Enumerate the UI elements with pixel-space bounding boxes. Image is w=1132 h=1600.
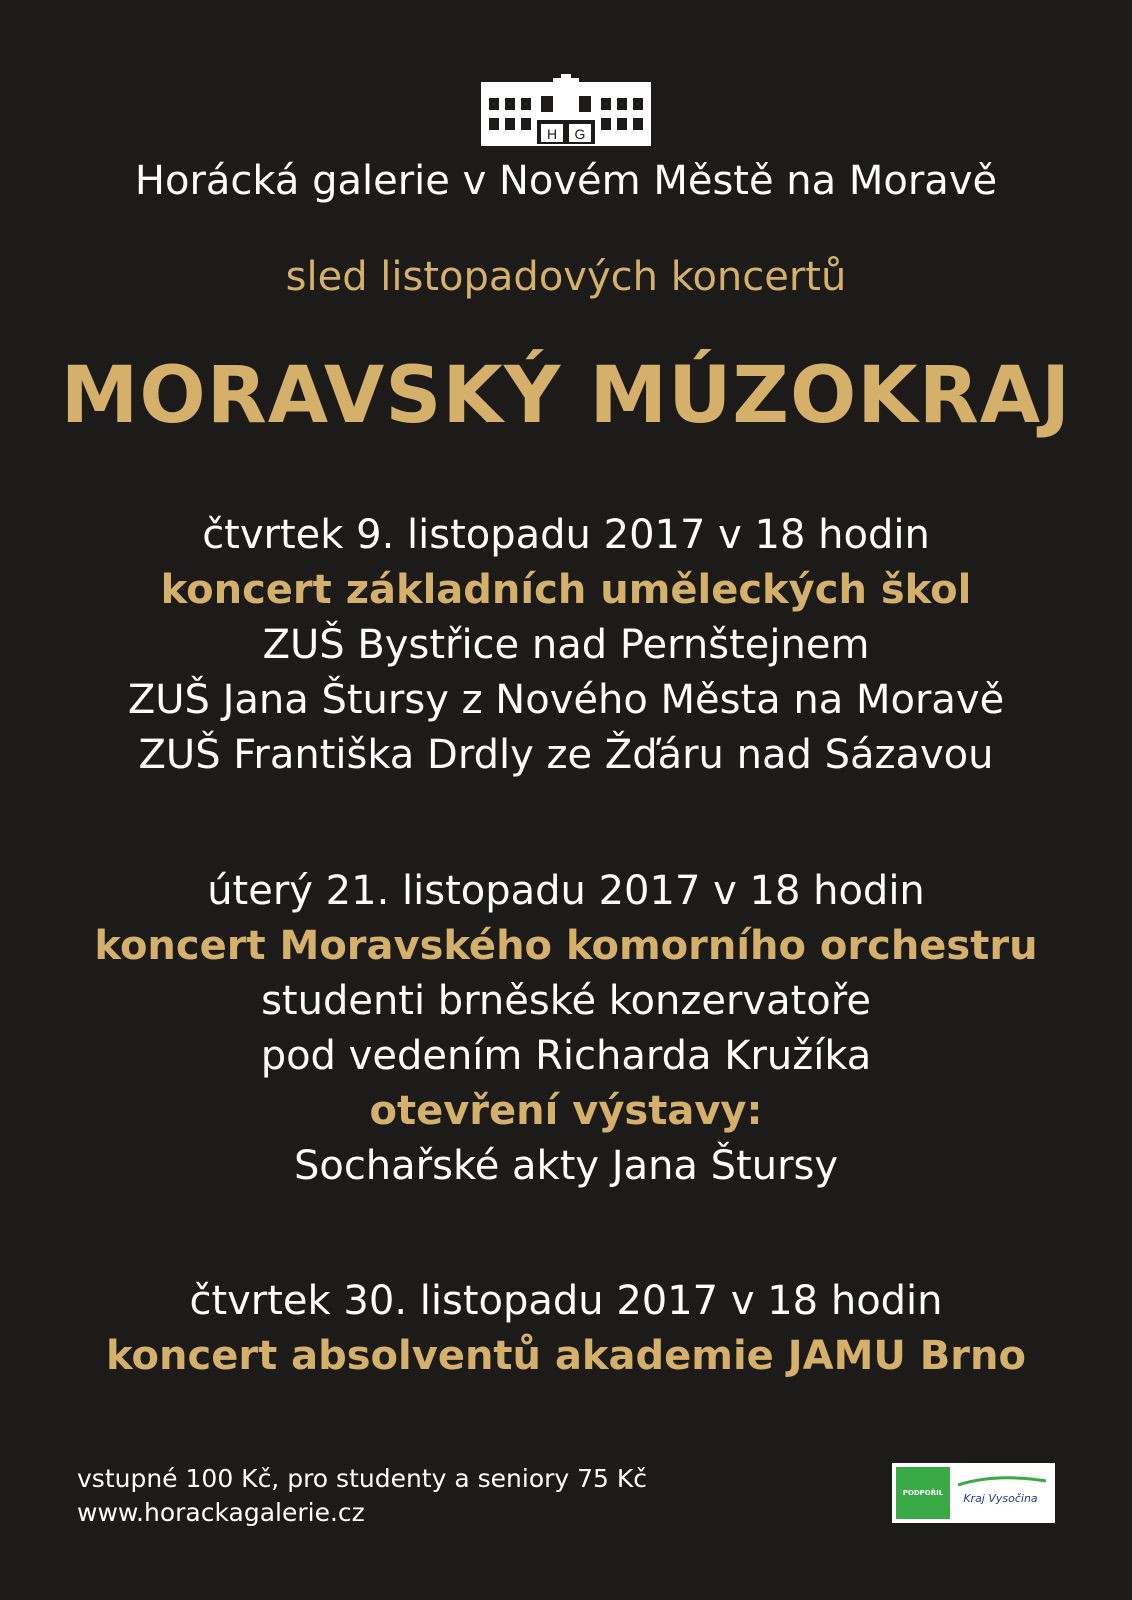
swoosh-icon	[956, 1475, 1048, 1487]
logo-initial-g: G	[574, 126, 586, 142]
gallery-logo	[481, 74, 651, 146]
page-title: MORAVSKÝ MÚZOKRAJ	[60, 351, 1072, 441]
website-link[interactable]: www.horackagalerie.cz	[77, 1498, 365, 1527]
event-2-detail-2: pod vedením Richarda Kružíka	[260, 1033, 872, 1079]
event-1-name: koncert základních uměleckých škol	[160, 567, 972, 613]
event-1-date: čtvrtek 9. listopadu 2017 v 18 hodin	[202, 512, 930, 558]
event-2-extra-value: Sochařské akty Jana Štursy	[293, 1143, 839, 1189]
sponsor-badge	[892, 1463, 1055, 1523]
price-info: vstupné 100 Kč, pro studenty a seniory 75 Kč	[77, 1464, 648, 1493]
event-2-name: koncert Moravského komorního orchestru	[94, 923, 1038, 969]
event-1-detail-2: ZUŠ Jana Štursy z Nového Města na Moravě	[127, 677, 1005, 723]
event-3-date: čtvrtek 30. listopadu 2017 v 18 hodin	[189, 1278, 943, 1324]
event-2-detail-1: studenti brněské konzervatoře	[261, 978, 871, 1024]
event-1-detail-3: ZUŠ Františka Drdly ze Žďáru nad Sázavou	[138, 732, 994, 778]
event-1-detail-1: ZUŠ Bystřice nad Pernštejnem	[262, 622, 870, 668]
sponsor-name: Kraj Vysočina	[963, 1491, 1038, 1505]
logo-initial-h: H	[546, 126, 558, 142]
event-2-extra-label: otevření výstavy:	[369, 1088, 763, 1134]
event-3-name: koncert absolventů akademie JAMU Brno	[106, 1333, 1026, 1379]
sponsor-name-box	[950, 1467, 1051, 1519]
subtitle: sled listopadových koncertů	[285, 254, 847, 300]
gallery-name: Horácká galerie v Novém Městě na Moravě	[134, 158, 998, 204]
sponsor-label: PODPOŘIL	[896, 1467, 950, 1519]
event-2-date: úterý 21. listopadu 2017 v 18 hodin	[207, 868, 925, 914]
